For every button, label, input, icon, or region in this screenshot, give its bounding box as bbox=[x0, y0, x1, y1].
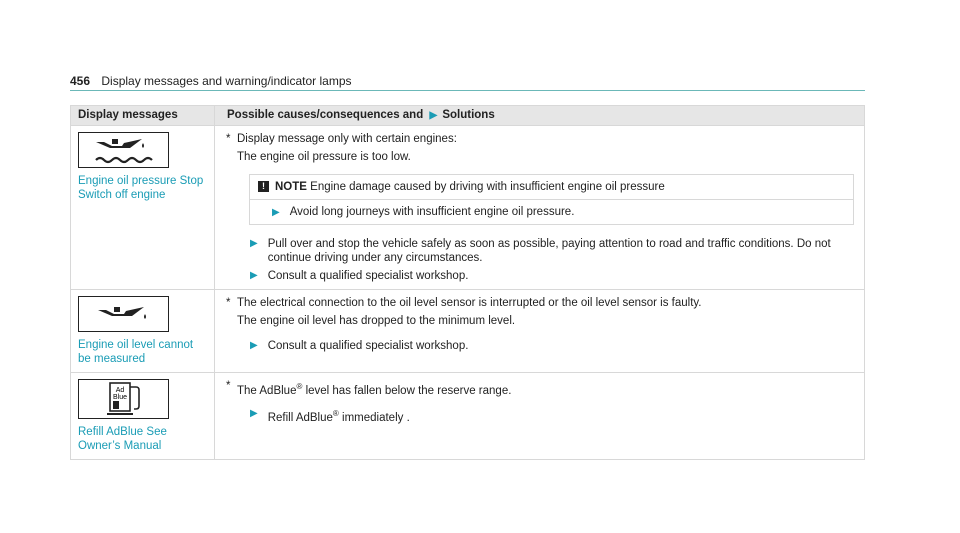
solution-text: immediately . bbox=[338, 411, 410, 424]
solution-text: Refill AdBlue bbox=[267, 411, 333, 424]
page-header bbox=[70, 74, 352, 88]
arrow-icon: ▶ bbox=[250, 270, 258, 281]
footnote-star: * bbox=[226, 133, 231, 145]
arrow-icon: ▶ bbox=[429, 110, 438, 121]
message-cell bbox=[71, 126, 215, 290]
note-label: NOTE bbox=[275, 181, 307, 193]
cause-text: The AdBlue bbox=[237, 384, 297, 397]
warning-icon: ! bbox=[258, 181, 269, 192]
footnote-star: * bbox=[226, 380, 231, 392]
col-header-causes bbox=[215, 106, 865, 126]
cause-text: The engine oil level has dropped to the minimum level. bbox=[237, 315, 516, 327]
table-row bbox=[71, 290, 865, 373]
causes-cell bbox=[215, 373, 865, 460]
registered-mark: ® bbox=[332, 408, 339, 418]
display-messages-table bbox=[70, 105, 865, 460]
col-header-causes-text: Possible causes/consequences and bbox=[227, 109, 424, 121]
message-label: Engine oil pressure Stop Switch off engine bbox=[78, 175, 204, 201]
message-label: Engine oil level cannot be measured bbox=[78, 339, 194, 365]
adblue-icon-text: Blue bbox=[112, 394, 127, 401]
adblue-icon-text: Ad bbox=[115, 387, 124, 394]
note-box bbox=[249, 174, 854, 225]
solution-text: Consult a qualified specialist workshop. bbox=[267, 270, 469, 282]
page-title: Display messages and warning/indicator lamps bbox=[101, 74, 352, 88]
note-text: Engine damage caused by driving with insufficient engine oil pressure bbox=[310, 181, 665, 193]
solution-text: Pull over and stop the vehicle safely as soon as possible, paying attention to road and traffic conditions. Do not continue driving under any circumstances. bbox=[267, 238, 831, 264]
header-rule bbox=[70, 90, 865, 91]
adblue-icon bbox=[78, 379, 169, 419]
table-header-row bbox=[71, 106, 865, 126]
cause-text: Display message only with certain engines: bbox=[237, 133, 457, 145]
note-step-text: Avoid long journeys with insufficient engine oil pressure. bbox=[289, 206, 575, 218]
page-number: 456 bbox=[70, 74, 91, 88]
col-header-solutions-text: Solutions bbox=[442, 109, 495, 121]
cause-text: level has fallen below the reserve range. bbox=[302, 384, 512, 397]
note-header bbox=[250, 175, 854, 200]
message-cell bbox=[71, 373, 215, 460]
table-row bbox=[71, 373, 865, 460]
arrow-icon: ▶ bbox=[272, 207, 280, 218]
arrow-icon: ▶ bbox=[250, 238, 258, 249]
message-label: Refill AdBlue See Owner’s Manual bbox=[78, 426, 167, 452]
registered-mark: ® bbox=[296, 382, 303, 391]
solution-step bbox=[237, 237, 854, 265]
arrow-icon: ▶ bbox=[250, 340, 258, 351]
causes-cell bbox=[215, 126, 865, 290]
arrow-icon: ▶ bbox=[250, 407, 258, 419]
note-step bbox=[250, 200, 854, 225]
cause-text: The engine oil pressure is too low. bbox=[237, 151, 411, 163]
message-cell bbox=[71, 290, 215, 373]
col-header-messages: Display messages bbox=[71, 106, 215, 126]
solution-step bbox=[237, 269, 854, 283]
causes-cell bbox=[215, 290, 865, 373]
solution-step bbox=[237, 339, 854, 353]
solution-step bbox=[237, 407, 854, 425]
oil-pressure-icon bbox=[78, 132, 169, 168]
cause-text: The electrical connection to the oil level sensor is interrupted or the oil level sensor is faulty. bbox=[237, 297, 702, 309]
table-row bbox=[71, 126, 865, 290]
oil-level-icon bbox=[78, 296, 169, 332]
footnote-star: * bbox=[226, 297, 231, 309]
solution-text: Consult a qualified specialist workshop. bbox=[267, 340, 469, 352]
